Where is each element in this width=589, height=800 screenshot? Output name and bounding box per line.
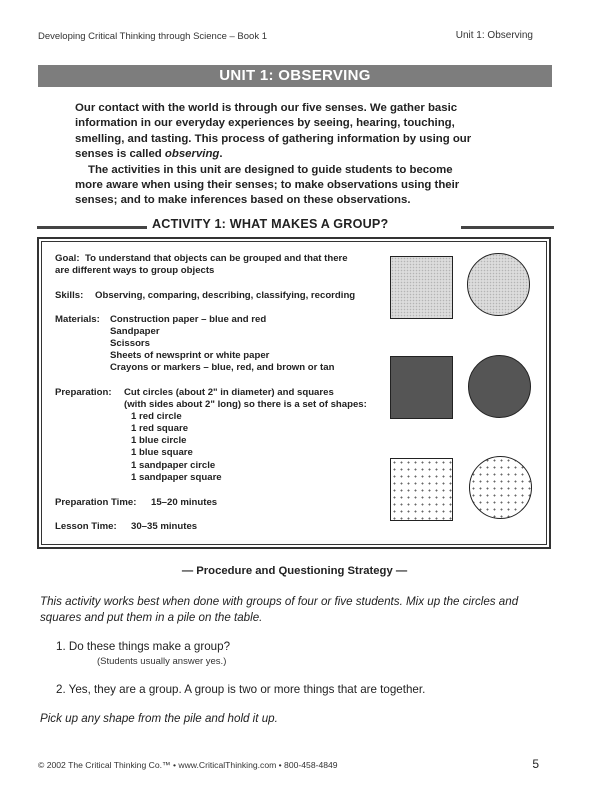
closing-instruction: Pick up any shape from the pile and hold it up.	[40, 712, 278, 725]
divider	[461, 226, 554, 229]
prep-time-value: 15–20 minutes	[151, 497, 218, 508]
shape-set-item: 1 blue circle	[131, 435, 187, 446]
book-title: Developing Critical Thinking through Science – Book 1	[38, 31, 268, 42]
intro-line: information in our everyday experiences by seeing, hearing, touching,	[75, 117, 455, 130]
shape-set-item: 1 red circle	[131, 411, 182, 422]
shape-set-item: 1 red square	[131, 423, 189, 434]
material-item: Scissors	[110, 338, 151, 349]
goal-label: Goal:	[55, 253, 80, 264]
unit-banner: UNIT 1: OBSERVING	[38, 65, 552, 87]
skills-label: Skills:	[55, 290, 84, 301]
shape-set-item: 1 blue square	[131, 447, 193, 458]
sandpaper-square-shape	[390, 458, 453, 521]
question-1: 1. Do these things make a group?	[56, 640, 231, 653]
material-item: Construction paper – blue and red	[110, 314, 267, 325]
intro-line: Our contact with the world is through our five senses. We gather basic	[75, 102, 458, 114]
material-item: Sandpaper	[110, 326, 160, 337]
preparation-label: Preparation:	[55, 387, 112, 398]
intro-line: more aware when using their senses; to make observations using their	[75, 179, 460, 192]
skills-text: Observing, comparing, describing, classifying, recording	[95, 290, 356, 301]
divider	[37, 226, 147, 229]
question-1-note: (Students usually answer yes.)	[97, 656, 227, 667]
procedure-intro	[40, 594, 550, 625]
shape-set-item: 1 sandpaper circle	[131, 460, 216, 471]
observing-term: observing	[164, 148, 220, 161]
activity-title: ACTIVITY 1: WHAT MAKES A GROUP?	[152, 217, 389, 231]
procedure-intro-line: squares and put them in a pile on the table.	[40, 610, 263, 624]
preparation-text: (with sides about 2" long) so there is a set of shapes:	[124, 399, 367, 410]
footer-copyright: © 2002 The Critical Thinking Co.™ • www.CriticalThinking.com • 800-458-4849	[38, 760, 338, 770]
procedure-intro-line: This activity works best when done with groups of four or five students. Mix up the circles and	[40, 595, 519, 608]
dark-circle-shape	[468, 355, 531, 418]
light-square-shape	[390, 256, 453, 319]
intro-line: senses; and to make inferences based on these observations.	[75, 194, 411, 207]
lesson-time-value: 30–35 minutes	[131, 521, 198, 532]
procedure-title: — Procedure and Questioning Strategy —	[181, 565, 408, 577]
shape-set-item: 1 sandpaper square	[131, 472, 222, 483]
dark-square-shape	[390, 356, 453, 419]
intro-line: smelling, and tasting. This process of gathering information by using our	[75, 132, 472, 145]
intro-text	[75, 101, 545, 209]
intro-line: .	[219, 148, 223, 161]
material-item: Sheets of newsprint or white paper	[110, 350, 270, 361]
lesson-time-label: Lesson Time:	[55, 521, 117, 532]
activity-header	[37, 216, 554, 236]
unit-label: Unit 1: Observing	[455, 30, 533, 41]
material-item: Crayons or markers – blue, red, and brown or tan	[110, 362, 335, 373]
materials-label: Materials:	[55, 314, 100, 325]
sandpaper-circle-shape	[469, 456, 532, 519]
light-circle-shape	[467, 253, 530, 316]
intro-line: senses is called	[75, 148, 165, 161]
page-number: 5	[532, 757, 539, 771]
preparation-text: Cut circles (about 2" in diameter) and squares	[124, 387, 334, 398]
prep-time-label: Preparation Time:	[55, 497, 137, 508]
goal-text: To understand that objects can be grouped and that there	[85, 253, 348, 264]
goal-text: are different ways to group objects	[55, 265, 215, 276]
intro-line: The activities in this unit are designed to guide students to become	[88, 163, 453, 176]
question-2: 2. Yes, they are a group. A group is two or more things that are together.	[56, 683, 426, 696]
